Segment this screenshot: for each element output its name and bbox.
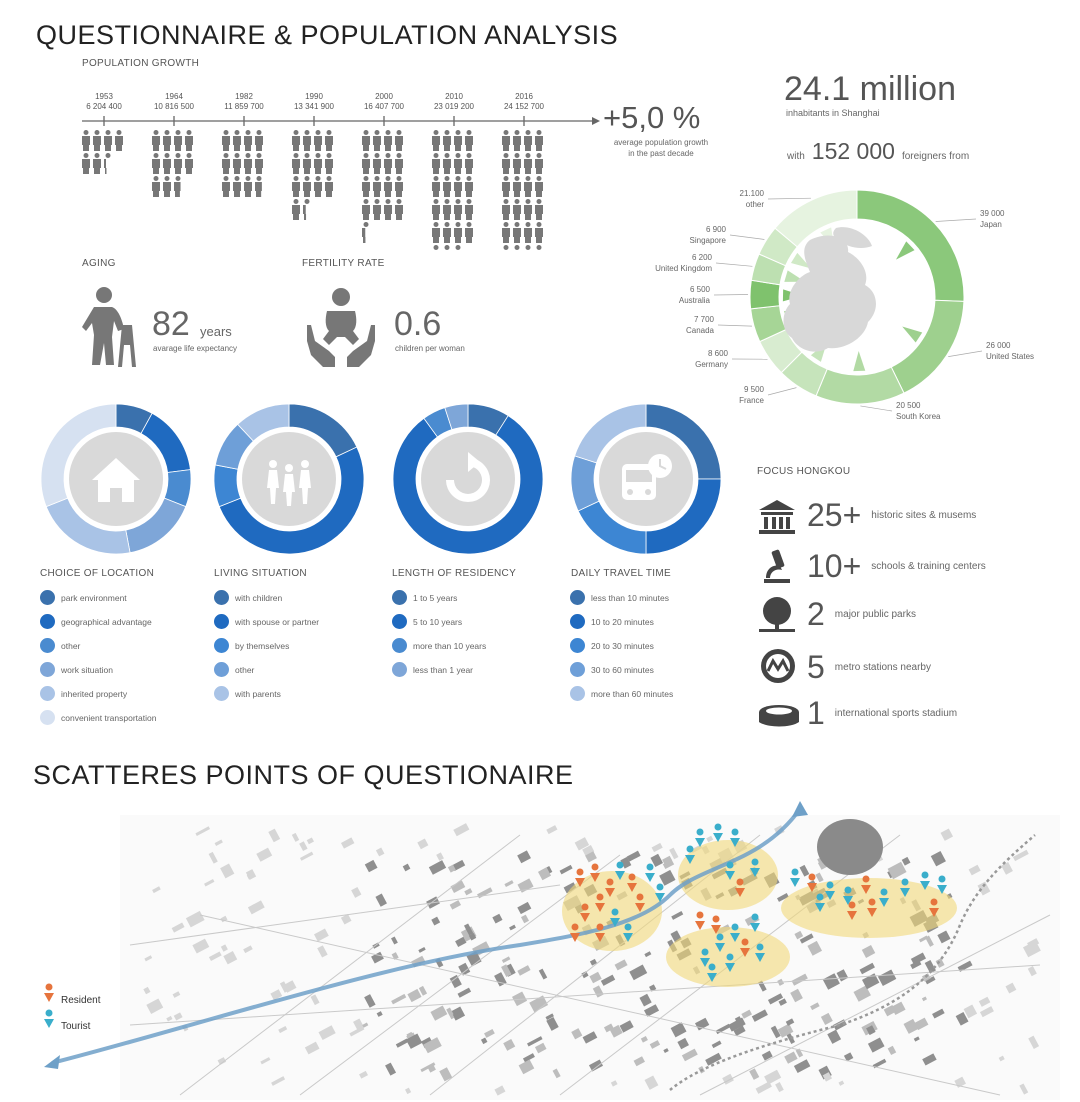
country-leader-line <box>948 351 982 357</box>
person-figure <box>104 130 112 151</box>
legend-item <box>392 590 457 605</box>
country-leader-line <box>730 235 764 239</box>
aging-heading: AGING <box>82 258 116 269</box>
museum-icon <box>757 498 797 536</box>
foreigners-with: with <box>787 151 805 162</box>
person-figure <box>465 199 473 220</box>
person-figure <box>384 176 392 197</box>
person-figure <box>395 130 403 151</box>
year-label: 1953 <box>95 92 113 101</box>
legend-swatch <box>40 662 55 677</box>
person-figure <box>443 153 451 174</box>
person-figure <box>454 222 462 243</box>
country-count: 39 000 <box>980 209 1005 218</box>
legend-label: more than 10 years <box>413 640 487 651</box>
focus-label: historic sites & musems <box>871 510 977 521</box>
legend-item <box>392 662 473 677</box>
legend-swatch <box>214 614 229 629</box>
person-figure <box>443 222 451 243</box>
inhabitants-caption: inhabitants in Shanghai <box>786 108 880 118</box>
legend-label: 20 to 30 minutes <box>591 640 654 651</box>
person-figure <box>244 130 252 151</box>
legend-swatch <box>214 686 229 701</box>
country-count: 8 600 <box>707 349 728 358</box>
growth-caption-1: average population growth <box>613 138 709 147</box>
person-figure <box>535 176 543 197</box>
growth-caption-2: in the past decade <box>628 149 694 158</box>
legend-label: park environment <box>61 592 127 603</box>
person-figure <box>314 176 322 197</box>
person-figure <box>174 176 181 197</box>
legend-swatch <box>214 638 229 653</box>
legend-item <box>214 686 281 701</box>
focus-label: international sports stadium <box>834 708 958 719</box>
country-count: 9 500 <box>743 385 764 394</box>
legend-resident-label: Resident <box>61 995 101 1006</box>
person-figure <box>513 153 521 174</box>
focus-value: 25+ <box>807 497 862 533</box>
legend-item <box>570 638 654 653</box>
year-label: 2016 <box>515 92 533 101</box>
country-leader-line <box>936 219 976 222</box>
legend-item <box>40 710 156 725</box>
daily-travel-time-title: DAILY TRAVEL TIME <box>571 568 671 579</box>
population-growth-heading: POPULATION GROWTH <box>82 58 200 69</box>
legend-label: by themselves <box>235 640 290 651</box>
population-figure-group <box>222 130 263 197</box>
person-figure <box>292 176 300 197</box>
legend-label: geographical advantage <box>61 616 152 627</box>
person-figure <box>524 153 532 174</box>
person-figure <box>303 199 310 220</box>
family-icon <box>259 450 319 510</box>
person-figure <box>185 130 193 151</box>
person-figure <box>373 130 381 151</box>
legend-item <box>570 590 669 605</box>
population-value: 10 816 500 <box>153 102 195 111</box>
aging-value: 82 <box>152 305 190 343</box>
growth-value: +5,0 % <box>603 100 701 135</box>
country-segment <box>891 300 964 393</box>
person-figure <box>502 130 510 151</box>
house-icon <box>86 450 146 510</box>
person-figure <box>395 176 403 197</box>
population-figure-group <box>432 130 473 250</box>
foreigners-value: 152 000 <box>811 138 895 164</box>
person-figure <box>454 245 462 250</box>
legend-swatch <box>40 614 55 629</box>
population-value: 23 019 200 <box>433 102 475 111</box>
person-figure <box>362 199 370 220</box>
person-figure <box>314 130 322 151</box>
country-segment <box>857 190 964 301</box>
country-count: 6 500 <box>689 285 710 294</box>
route-arrow-head-west <box>44 1055 60 1069</box>
metro-icon <box>759 647 797 685</box>
country-leader-line <box>768 198 811 199</box>
focus-item <box>807 649 931 686</box>
fertility-caption: children per woman <box>395 344 465 353</box>
legend-swatch <box>392 638 407 653</box>
legend-label: other <box>235 664 255 675</box>
person-figure <box>502 176 510 197</box>
foreigners-donut <box>640 180 1060 430</box>
person-figure <box>163 153 171 174</box>
page-title: QUESTIONNAIRE & POPULATION ANALYSIS <box>36 20 619 50</box>
legend-label: with children <box>235 592 283 603</box>
person-figure <box>513 199 521 220</box>
legend-swatch <box>570 638 585 653</box>
person-figure <box>524 222 532 243</box>
person-figure <box>222 153 230 174</box>
person-figure <box>395 199 403 220</box>
person-figure <box>222 130 230 151</box>
population-figure-group <box>82 130 123 174</box>
country-name: other <box>745 200 764 209</box>
focus-label: schools & training centers <box>871 561 986 572</box>
country-count: 21.100 <box>739 189 764 198</box>
person-figure <box>384 199 392 220</box>
person-figure <box>535 222 543 243</box>
legend-label: with parents <box>235 688 281 699</box>
legend-swatch <box>214 662 229 677</box>
person-figure <box>185 153 193 174</box>
child-hands-icon <box>305 285 377 370</box>
country-name: Japan <box>980 220 1002 229</box>
country-segment <box>816 367 904 404</box>
country-count: 7 700 <box>693 315 714 324</box>
person-figure <box>222 176 230 197</box>
person-figure <box>465 130 473 151</box>
foreigners-caption: foreigners from <box>901 151 970 162</box>
legend-item <box>40 638 80 653</box>
person-figure <box>502 153 510 174</box>
population-figure-group <box>502 130 543 250</box>
population-figures <box>80 110 605 250</box>
person-figure <box>432 245 440 250</box>
fertility-heading: FERTILITY RATE <box>302 258 385 269</box>
stadium-icon <box>757 700 801 730</box>
year-label: 2010 <box>445 92 463 101</box>
focus-value: 10+ <box>807 548 862 584</box>
inflow-arrow <box>902 327 922 343</box>
focus-heading: FOCUS HONGKOU <box>757 466 851 477</box>
legend-swatch <box>570 614 585 629</box>
legend-swatch <box>570 686 585 701</box>
legend-label: inherited property <box>61 688 128 699</box>
person-figure <box>292 130 300 151</box>
legend-swatch <box>392 662 407 677</box>
person-figure <box>384 130 392 151</box>
person-figure <box>432 222 440 243</box>
refresh-icon <box>438 450 498 510</box>
person-figure <box>443 130 451 151</box>
person-figure <box>513 245 521 250</box>
focus-item <box>807 497 976 534</box>
person-figure <box>152 176 160 197</box>
foreigners-line <box>787 138 969 165</box>
legend-label: 10 to 20 minutes <box>591 616 654 627</box>
person-figure <box>292 153 300 174</box>
person-figure <box>93 153 101 174</box>
focus-value: 5 <box>807 649 825 685</box>
person-figure <box>513 176 521 197</box>
legend-item <box>40 590 127 605</box>
legend-resident-pin <box>44 984 54 1003</box>
aging-person-icon <box>78 285 140 370</box>
person-figure <box>362 222 369 243</box>
legend-item <box>214 614 319 629</box>
legend-item <box>570 686 673 701</box>
person-figure <box>432 153 440 174</box>
population-figure-group <box>362 130 403 243</box>
person-figure <box>454 176 462 197</box>
person-figure <box>454 199 462 220</box>
country-name: Germany <box>695 360 728 369</box>
person-figure <box>233 130 241 151</box>
focus-value: 2 <box>807 596 825 632</box>
country-name: South Korea <box>896 412 941 421</box>
legend-item <box>214 638 289 653</box>
country-name: France <box>739 396 764 405</box>
person-figure <box>233 176 241 197</box>
legend-label: work situation <box>61 664 113 675</box>
tree-park-icon <box>757 595 797 635</box>
legend-swatch <box>214 590 229 605</box>
person-figure <box>362 176 370 197</box>
choice-of-location-title: CHOICE OF LOCATION <box>40 568 155 579</box>
person-figure <box>535 245 543 250</box>
person-figure <box>325 130 333 151</box>
aging-caption: avarage life expectancy <box>153 344 238 353</box>
legend-tourist-label: Tourist <box>61 1021 91 1032</box>
person-figure <box>535 199 543 220</box>
person-figure <box>174 130 182 151</box>
focus-item <box>807 596 916 633</box>
person-figure <box>163 130 171 151</box>
map-title: SCATTERES POINTS OF QUESTIONAIRE <box>33 760 574 790</box>
person-figure <box>524 130 532 151</box>
legend-item <box>40 686 127 701</box>
person-figure <box>524 245 532 250</box>
year-label: 1990 <box>305 92 323 101</box>
country-leader-line <box>768 388 796 395</box>
person-figure <box>362 153 370 174</box>
person-figure <box>152 130 160 151</box>
focus-label: major public parks <box>834 609 916 620</box>
focus-item <box>807 695 957 732</box>
stadium-shape <box>817 819 883 875</box>
person-figure <box>244 153 252 174</box>
person-figure <box>292 199 300 220</box>
legend-swatch <box>570 662 585 677</box>
year-label: 1964 <box>165 92 183 101</box>
country-count: 6 900 <box>705 225 726 234</box>
person-figure <box>174 153 182 174</box>
bus-clock-icon <box>616 450 676 510</box>
person-figure <box>384 153 392 174</box>
person-figure <box>325 153 333 174</box>
country-leader-line <box>860 406 892 411</box>
person-figure <box>314 153 322 174</box>
focus-value: 1 <box>807 695 825 731</box>
person-figure <box>82 153 90 174</box>
country-name: Canada <box>685 326 714 335</box>
legend-label: 1 to 5 years <box>413 592 458 603</box>
country-name: United Kingdom <box>655 264 712 273</box>
legend-label: more than 60 minutes <box>591 688 674 699</box>
person-figure <box>535 130 543 151</box>
legend-swatch <box>392 614 407 629</box>
year-label: 1982 <box>235 92 253 101</box>
person-figure <box>443 199 451 220</box>
legend-label: 5 to 10 years <box>413 616 463 627</box>
person-figure <box>465 176 473 197</box>
person-figure <box>373 176 381 197</box>
legend-label: convenient transportation <box>61 712 157 723</box>
person-figure <box>362 130 370 151</box>
legend-item <box>40 614 152 629</box>
population-value: 24 152 700 <box>503 102 545 111</box>
fertility-value: 0.6 <box>394 305 442 343</box>
person-figure <box>524 176 532 197</box>
population-figure-group <box>292 130 333 220</box>
person-figure <box>502 222 510 243</box>
legend-swatch <box>40 638 55 653</box>
population-figure-group <box>152 130 193 197</box>
person-figure <box>115 130 123 151</box>
legend-swatch <box>40 590 55 605</box>
country-leader-line <box>716 263 752 266</box>
inflow-arrow <box>896 241 915 259</box>
legend-item <box>570 614 654 629</box>
inhabitants-value: 24.1 million <box>784 70 956 108</box>
person-figure <box>303 130 311 151</box>
person-figure <box>513 222 521 243</box>
person-figure <box>163 176 171 197</box>
country-name: Singapore <box>689 236 726 245</box>
person-figure <box>432 176 440 197</box>
person-figure <box>82 130 90 151</box>
questionnaire-map <box>0 795 1080 1102</box>
person-figure <box>443 176 451 197</box>
legend-item <box>40 662 113 677</box>
person-figure <box>454 153 462 174</box>
legend-swatch <box>40 686 55 701</box>
person-figure <box>152 153 160 174</box>
person-figure <box>303 153 311 174</box>
person-figure <box>104 153 111 174</box>
person-figure <box>432 130 440 151</box>
country-count: 6 200 <box>691 253 712 262</box>
inflow-arrow <box>853 351 865 371</box>
aging-unit: years <box>200 324 232 339</box>
population-value: 11 859 700 <box>224 102 264 111</box>
legend-item <box>392 614 462 629</box>
person-figure <box>373 199 381 220</box>
year-label: 2000 <box>375 92 393 101</box>
country-count: 20 500 <box>896 401 921 410</box>
person-figure <box>465 222 473 243</box>
person-figure <box>303 176 311 197</box>
person-figure <box>373 153 381 174</box>
legend-item <box>214 590 282 605</box>
person-figure <box>325 176 333 197</box>
population-value: 13 341 900 <box>293 102 335 111</box>
country-name: United States <box>986 352 1035 361</box>
country-count: 26 000 <box>986 341 1011 350</box>
focus-item <box>807 548 986 585</box>
length-of-residency-title: LENGTH OF RESIDENCY <box>392 568 517 579</box>
population-value: 16 407 700 <box>363 102 405 111</box>
legend-label: less than 10 minutes <box>591 592 669 603</box>
map-legend-markers <box>44 984 54 1029</box>
person-figure <box>502 245 510 250</box>
person-figure <box>524 199 532 220</box>
person-figure <box>233 153 241 174</box>
person-figure <box>513 130 521 151</box>
person-figure <box>255 153 263 174</box>
person-figure <box>244 176 252 197</box>
person-figure <box>443 245 451 250</box>
focus-label: metro stations nearby <box>834 662 931 673</box>
population-value: 6 204 400 <box>86 102 122 111</box>
person-figure <box>255 130 263 151</box>
country-leader-line <box>718 325 752 326</box>
legend-label: with spouse or partner <box>235 616 320 627</box>
person-figure <box>535 153 543 174</box>
timeline-arrow <box>592 117 600 125</box>
legend-tourist-pin <box>44 1010 54 1029</box>
microscope-icon <box>760 548 794 586</box>
legend-swatch <box>40 710 55 725</box>
person-figure <box>454 130 462 151</box>
legend-swatch <box>570 590 585 605</box>
person-figure <box>93 130 101 151</box>
person-figure <box>502 199 510 220</box>
person-figure <box>465 153 473 174</box>
legend-label: other <box>61 640 81 651</box>
person-figure <box>395 153 403 174</box>
person-figure <box>255 176 262 197</box>
legend-item <box>214 662 254 677</box>
legend-item <box>392 638 486 653</box>
living-situation-title: LIVING SITUATION <box>214 568 307 579</box>
legend-label: 30 to 60 minutes <box>591 664 654 675</box>
legend-label: less than 1 year <box>413 664 474 675</box>
legend-swatch <box>392 590 407 605</box>
legend-item <box>570 662 654 677</box>
route-arrow-head-north <box>792 801 808 817</box>
donut-segment <box>571 456 599 511</box>
country-name: Australia <box>678 296 710 305</box>
person-figure <box>432 199 440 220</box>
